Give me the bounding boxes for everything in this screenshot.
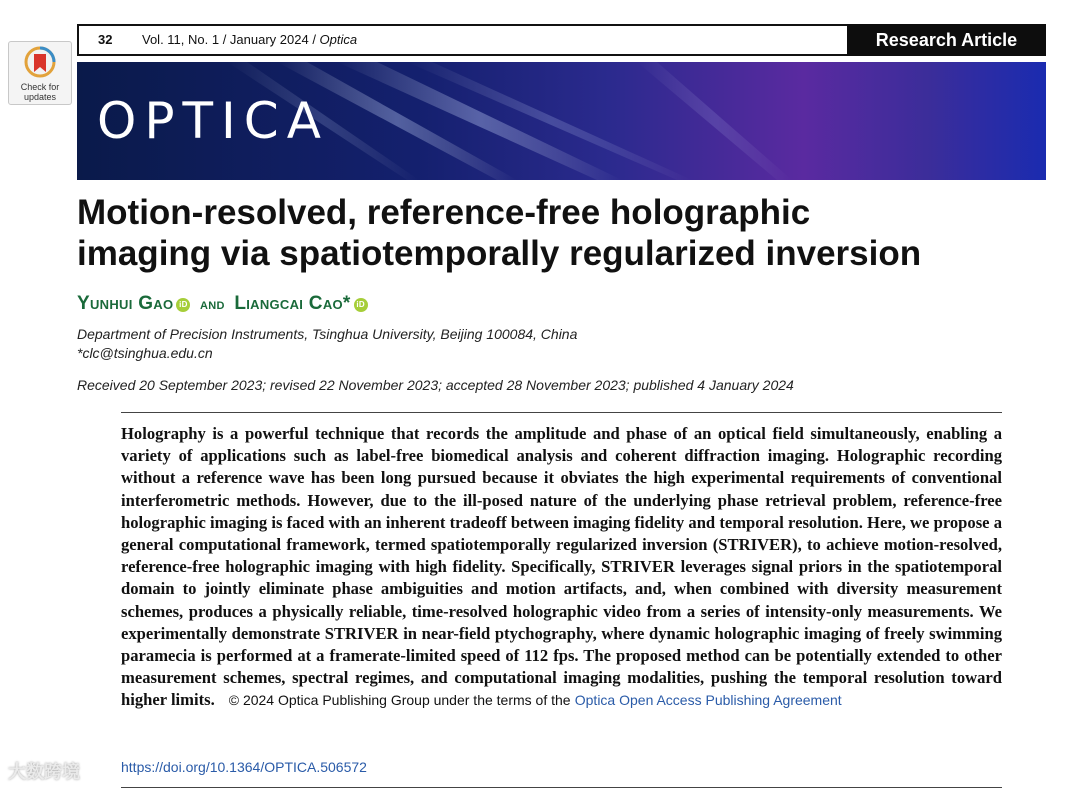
badge-text-2: updates [23, 92, 57, 102]
corresponding-email[interactable]: *clc@tsinghua.edu.cn [77, 345, 213, 361]
check-for-updates-badge[interactable] [8, 41, 72, 105]
article-type-label: Research Article [847, 24, 1046, 56]
license-link[interactable]: Optica Open Access Publishing Agreement [574, 692, 842, 709]
doi-link[interactable]: https://doi.org/10.1364/OPTICA.506572 [121, 759, 367, 775]
author-list [77, 293, 368, 315]
running-header [77, 24, 1046, 56]
badge-text-1: Check for [20, 82, 60, 92]
journal-banner [77, 62, 1046, 180]
publication-dates: Received 20 September 2023; revised 22 November 2023; accepted 28 November 2023; published 4 January 2024 [77, 377, 794, 393]
journal-name: Optica [319, 32, 358, 47]
author-conjunction: and [200, 296, 225, 313]
page-number: 32 [98, 32, 113, 47]
abstract-text: Holography is a powerful technique that records the amplitude and phase of an optical field simultaneously, enabling a variety of applications such as label-free biomedical analysis and coherent diffraction imaging. Holographic recording without a reference wave has been long pursued because it obviates the high experimental requirements of conventional interferometric methods. However, due to the ill-posed nature of the underlying phase retrieval problem, reference-free holographic imaging is faced with an inherent tradeoff between imaging fidelity and temporal resolution. Here, we propose a general computational framework, termed spatiotemporally regularized inversion (STRIVER), to achieve motion-resolved, reference-free holographic imaging with high fidelity. Specifically, STRIVER leverages signal priors in the spatiotemporal domain to jointly eliminate phase ambiguities and motion artifacts, and, when combined with diversity measurement schemes, produces a physically reliable, time-resolved holographic video from a series of intensity-only measurements. We experimentally demonstrate STRIVER in near-field ptychography, where dynamic holographic imaging of freely swimming paramecia is performed at a framerate-limited speed of 112 fps. The proposed method can be potentially extended to other measurement schemes, spectral regimes, and computational imaging modalities, pushing the temporal resolution toward higher limits. [121, 424, 1002, 710]
volume-info [142, 32, 357, 47]
affiliation-block [77, 325, 577, 363]
title-line-1: Motion-resolved, reference-free holographic [77, 193, 811, 232]
title-line-2: imaging via spatiotemporally regularized inversion [77, 234, 922, 273]
orcid-icon[interactable]: iD [354, 298, 368, 312]
volume-text: Vol. 11, No. 1 / January 2024 / [142, 32, 320, 47]
optica-logo: OPTICA [97, 92, 329, 150]
author-1[interactable]: Yunhui Gao [77, 293, 174, 314]
author-2[interactable]: Liangcai Cao* [234, 293, 351, 314]
affiliation: Department of Precision Instruments, Tsinghua University, Beijing 100084, China [77, 326, 578, 342]
orcid-icon[interactable]: iD [176, 298, 190, 312]
abstract [121, 423, 1002, 712]
bookmark-icon [24, 46, 56, 82]
copyright-notice: © 2024 Optica Publishing Group under the terms of the [228, 692, 571, 709]
article-title [77, 192, 1037, 274]
divider-top [121, 412, 1002, 413]
watermark: 大数跨境 [8, 762, 80, 782]
divider-bottom [121, 787, 1002, 788]
